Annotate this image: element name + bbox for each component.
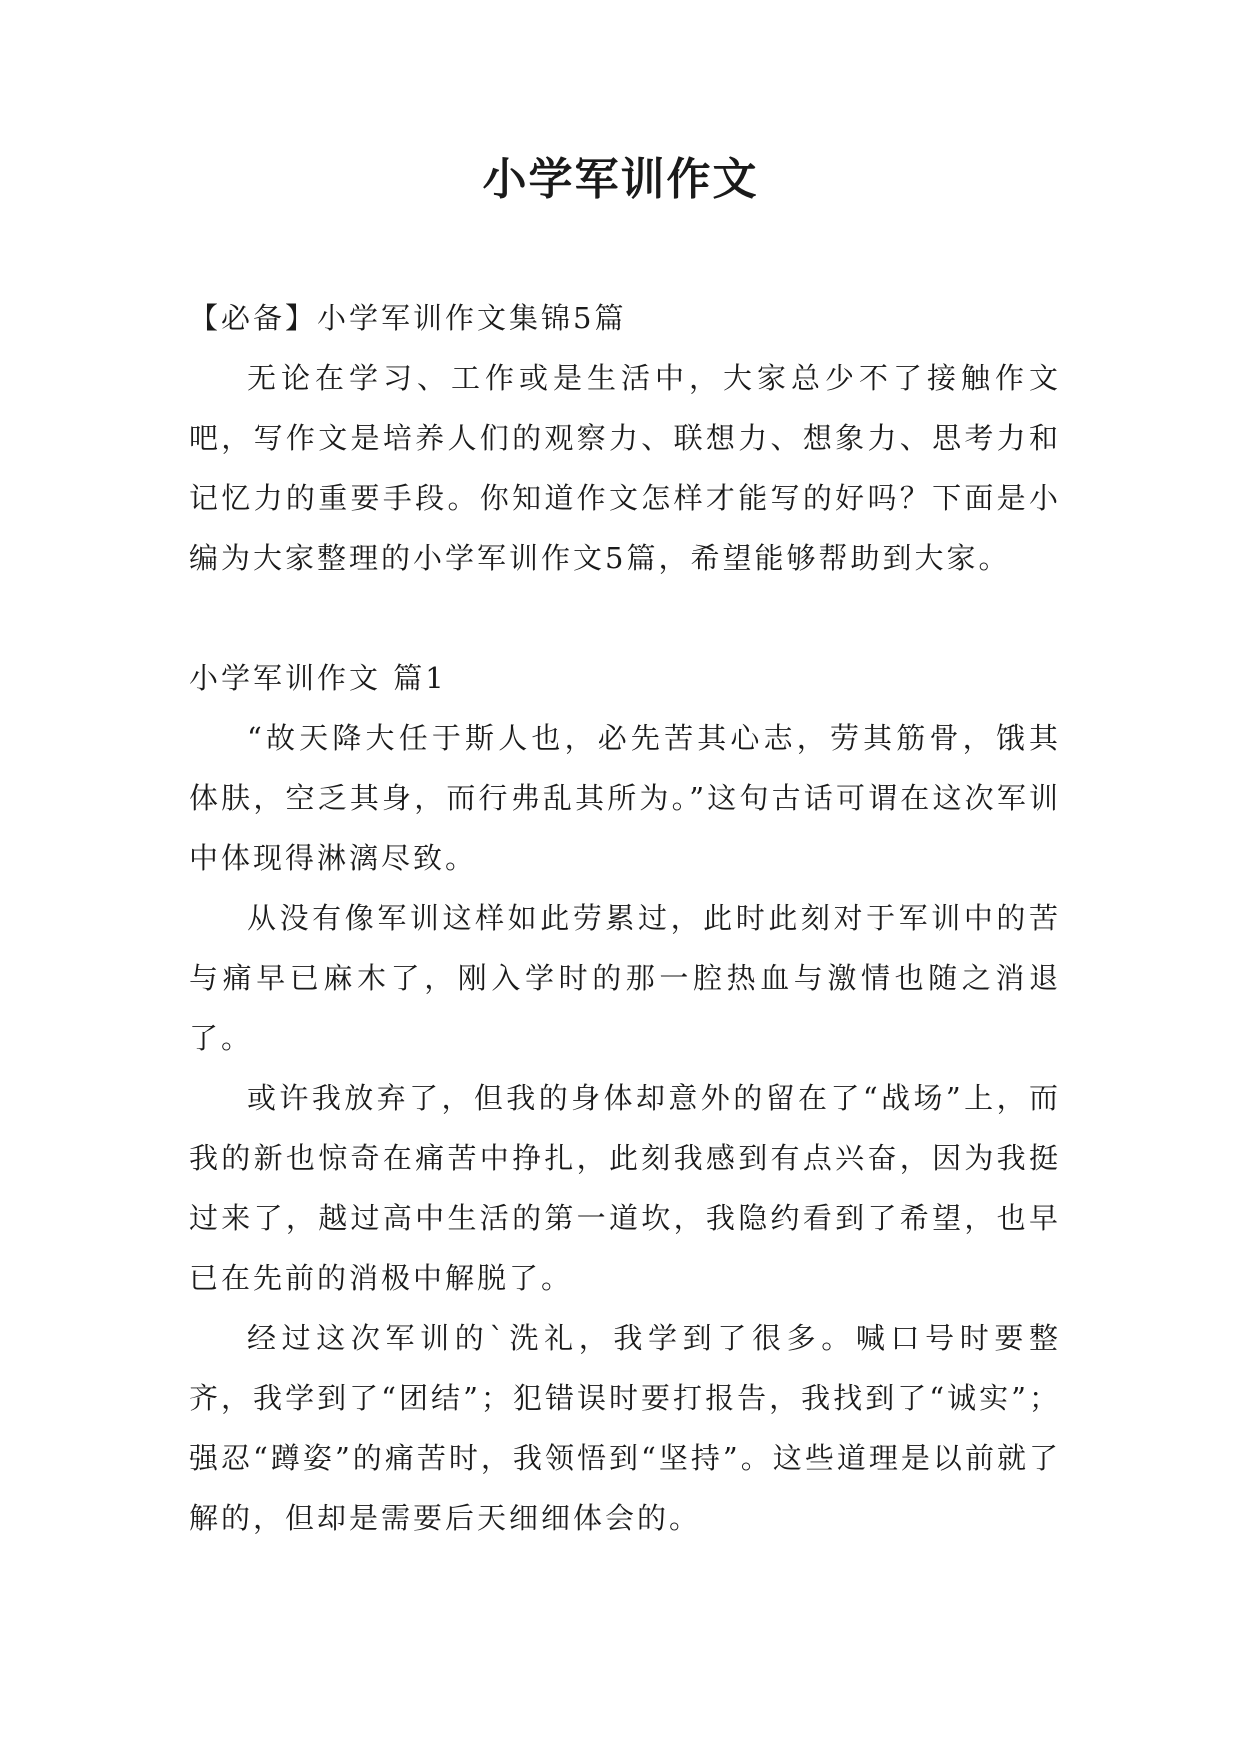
body-paragraph-2: 从没有像军训这样如此劳累过，此时此刻对于军训中的苦与痛早已麻木了，刚入学时的那一腔热血与激情也随之消退了。 — [189, 901, 1061, 1055]
body-paragraph-4: 经过这次军训的`洗礼，我学到了很多。喊口号时要整齐，我学到了“团结”；犯错误时要打报告，我找到了“诚实”；强忍“蹲姿”的痛苦时，我领悟到“坚持”。这些道理是以前就了解的，但却是需要后天细细体会的。 — [189, 1321, 1061, 1535]
body-paragraph-3: 或许我放弃了，但我的身体却意外的留在了“战场”上，而我的新也惊奇在痛苦中挣扎，此刻我感到有点兴奋，因为我挺过来了，越过高中生活的第一道坎，我隐约看到了希望，也早已在先前的消极中解脱了。 — [189, 1081, 1061, 1295]
body-paragraph-1: “故天降大任于斯人也，必先苦其心志，劳其筋骨，饿其体肤，空乏其身，而行弗乱其所为。”这句古话可谓在这次军训中体现得淋漓尽致。 — [189, 721, 1061, 875]
document-title: 小学军训作文 — [482, 154, 759, 205]
document-subtitle: 【必备】小学军训作文集锦5篇 — [189, 301, 627, 335]
document-body — [189, 288, 1061, 1548]
section-heading: 小学军训作文 篇1 — [189, 661, 447, 695]
intro-paragraph: 无论在学习、工作或是生活中，大家总少不了接触作文吧，写作文是培养人们的观察力、联想力、想象力、思考力和记忆力的重要手段。你知道作文怎样才能写的好吗？下面是小编为大家整理的小学军训作文5篇，希望能够帮助到大家。 — [189, 361, 1061, 575]
